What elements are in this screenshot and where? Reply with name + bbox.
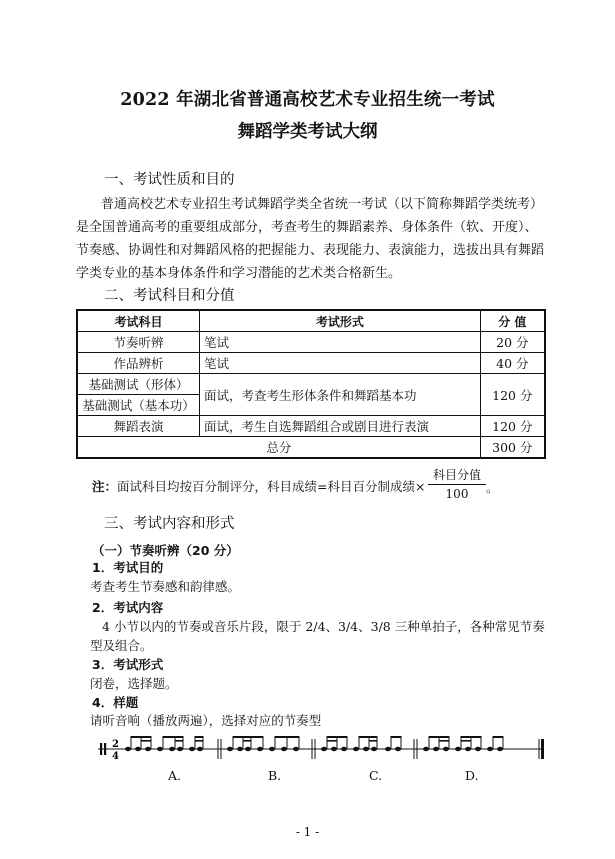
cell-subject: 节奏听辨 [77, 332, 200, 353]
cell-score: 120 分 [480, 416, 545, 437]
table-row [77, 332, 545, 353]
cell-subject: 基础测试（形体） [77, 374, 200, 395]
item-text: 4 小节以内的节奏或音乐片段，限于 2/4、3/4、3/8 三种单拍子，各种常见节奏 [102, 619, 545, 634]
header-cell-subject: 考试科目 [77, 310, 200, 332]
cell-form: 面试，考查考生形体条件和舞蹈基本功 [200, 374, 481, 416]
header-cell-form: 考试形式 [200, 310, 481, 332]
option-label-a: A. [168, 768, 182, 783]
fraction-numerator: 科目分值 [428, 466, 486, 485]
time-signature-top: 2 [112, 739, 119, 750]
paragraph-line: 是全国普通高考的重要组成部分，考查考生的舞蹈素养、身体条件（软、开度）、 [76, 220, 538, 235]
option-label-d: D. [465, 768, 479, 783]
cell-subject: 作品辨析 [77, 353, 200, 374]
item-heading: 2．考试内容 [92, 600, 164, 615]
fraction-denominator: 100 [445, 487, 469, 501]
cell-total-label: 总分 [77, 437, 480, 459]
cell-score: 20 分 [480, 332, 545, 353]
item-heading: 4．样题 [92, 695, 139, 710]
paragraph-line: 节奏感、协调性和对舞蹈风格的把握能力、表现能力、表演能力，选拔出具有舞蹈 [76, 243, 545, 258]
item-heading: 1．考试目的 [92, 560, 164, 575]
option-label-c: C. [369, 768, 383, 783]
paragraph-line: 普通高校艺术专业招生考试舞蹈学类全省统一考试（以下简称舞蹈学类统考） [101, 197, 544, 212]
cell-total-score: 300 分 [480, 437, 545, 459]
item-text: 请听音响（播放两遍），选择对应的节奏型 [90, 713, 322, 728]
note-period: 。 [486, 480, 499, 495]
option-label-b: B. [268, 768, 282, 783]
cell-form: 面试，考生自选舞蹈组合或剧目进行表演 [200, 416, 481, 437]
percussion-clef-icon [100, 743, 102, 755]
section-1-heading: 一、考试性质和目的 [104, 172, 235, 188]
rhythm-staff [96, 732, 548, 766]
subsection-heading: （一）节奏听辨（20 分） [92, 543, 239, 558]
cell-score: 120 分 [480, 374, 545, 416]
item-text: 考查考生节奏感和韵律感。 [90, 579, 241, 594]
score-table [76, 309, 546, 459]
page-number: - 1 - [295, 825, 320, 839]
cell-form: 笔试 [200, 353, 481, 374]
table-row [77, 374, 545, 395]
section-2-heading: 二、考试科目和分值 [104, 288, 235, 304]
score-note [92, 477, 425, 495]
item-heading: 3．考试形式 [92, 657, 164, 672]
page-title-line-2: 舞蹈学类考试大纲 [237, 122, 378, 142]
section-1-paragraph [76, 193, 548, 285]
page-title-line-1: 2022 年湖北省普通高校艺术专业招生统一考试 [120, 90, 495, 110]
cell-form: 笔试 [200, 332, 481, 353]
cell-score: 40 分 [480, 353, 545, 374]
time-signature-bottom: 4 [112, 751, 119, 762]
item-text: 闭卷，选择题。 [90, 676, 178, 691]
note-text: 面试科目均按百分制评分，科目成绩=科目百分制成绩× [117, 479, 426, 494]
score-fraction [428, 466, 486, 501]
table-row [77, 416, 545, 437]
cell-subject: 基础测试（基本功） [77, 395, 200, 416]
header-cell-score: 分 值 [480, 310, 545, 332]
note-prefix: 注： [92, 479, 118, 494]
table-total-row [77, 437, 545, 459]
table-header-row [77, 310, 545, 332]
cell-subject: 舞蹈表演 [77, 416, 200, 437]
section-3-heading: 三、考试内容和形式 [104, 516, 235, 532]
table-row [77, 353, 545, 374]
paragraph-line: 学类专业的基本身体条件和学习潜能的艺术类合格新生。 [76, 266, 402, 281]
item-text: 型及组合。 [90, 638, 153, 653]
